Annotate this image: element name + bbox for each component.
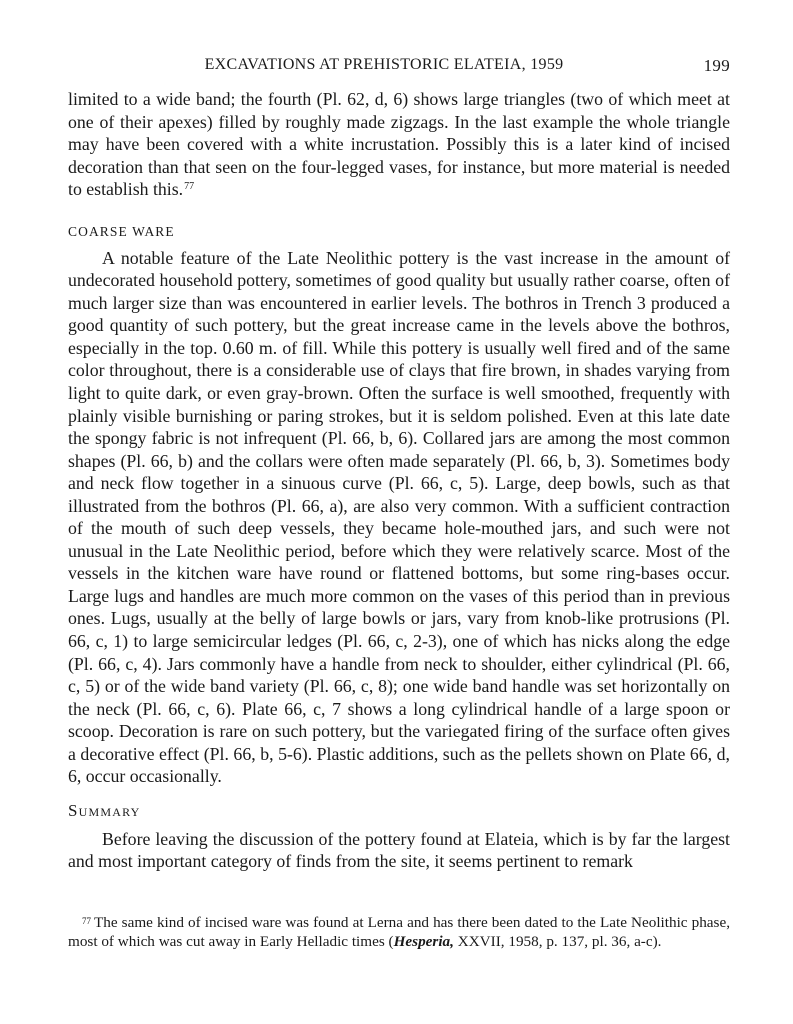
footnote-text-after: XXVII, 1958, p. 137, pl. 36, a-c). (453, 933, 662, 950)
footnote-text (68, 913, 730, 951)
footnote-reference: 77 (184, 181, 195, 193)
opening-paragraph (68, 88, 730, 201)
footnote-journal: Hesperia, (393, 933, 454, 950)
body-text (68, 88, 730, 873)
summary-paragraph: Before leaving the discussion of the pottery found at Elateia, which is by far the largest and most important category of finds from the site, it seems pertinent to remark (68, 828, 730, 872)
footnote-text-before: The same kind of incised ware was found at Lerna and has there been dated to the Late Neolithic phase, most of which was cut away in Early Helladic times ( (68, 914, 730, 950)
page (68, 0, 730, 1024)
coarse-ware-heading: COARSE WARE (68, 223, 175, 239)
footnote-mark: 77 (82, 916, 91, 926)
page-number: 199 (703, 56, 730, 75)
running-title: EXCAVATIONS AT PREHISTORIC ELATEIA, 1959 (204, 56, 564, 73)
summary-heading: Summary (68, 800, 141, 820)
running-head (68, 56, 730, 80)
coarse-ware-paragraph: A notable feature of the Late Neolithic pottery is the vast increase in the amount of undecorated household pottery, sometimes of good quality but usually rather coarse, often of much larger size than was encountered in earlier levels. The bothros in Trench 3 produced a good quantity of such pottery, but the great increase came in the levels above the bothros, especially in the top. 0.60 m. of fill. While this pottery is usually well fired and of the same color throughout, there is a considerable use of clays that fire brown, in shades varying from light to quite dark, or even gray-brown. Often the surface is well smoothed, frequently with plainly visible burnishing or paring strokes, but it is seldom polished. Even at this late date the spongy fabric is not infrequent (Pl. 66, b, 6). Collared jars are among the most common shapes (Pl. 66, b) and the collars were often made separately (Pl. 66, b, 3). Sometimes body and neck flow together in a sinuous curve (Pl. 66, c, 5). Large, deep bowls, such as that illustrated from the bothros (Pl. 66, a), are also very common. With a sufficient contraction of the mouth of such deep vessels, they became hole-mouthed jars, and such were not unusual in the Late Neolithic period, before which they were relatively scarce. Most of the vessels in the kitchen ware have round or flattened bottoms, but some ring-bases occur. Large lugs and handles are much more common on the vases of this period than in previous ones. Lugs, usually at the belly of large bowls or jars, vary from knob-like protrusions (Pl. 66, c, 1) to large semicircular ledges (Pl. 66, c, 2-3), one of which has nicks along the edge (Pl. 66, c, 4). Jars commonly have a handle from neck to shoulder, either cylindrical (Pl. 66, c, 5) or of the wide band variety (Pl. 66, c, 8); one wide band handle was set horizontally on the neck (Pl. 66, c, 6). Plate 66, c, 7 shows a long cylindrical handle of a large spoon or scoop. Decoration is rare on such pottery, but the variegated firing of the surface often gives a decorative effect (Pl. 66, b, 5-6). Plastic additions, such as the pellets shown on Plate 66, d, 6, occur occasionally. (68, 247, 730, 787)
opening-paragraph-text: limited to a wide band; the fourth (Pl. 62, d, 6) shows large triangles (two of which meet at one of their apexes) filled by roughly made zigzags. In the last example the whole triangle may have been covered with a white incrustation. Possibly this is a later kind of incised decoration than that seen on the four-legged vases, for instance, but more material is needed to establish this. (68, 89, 730, 200)
footnote (68, 913, 730, 951)
